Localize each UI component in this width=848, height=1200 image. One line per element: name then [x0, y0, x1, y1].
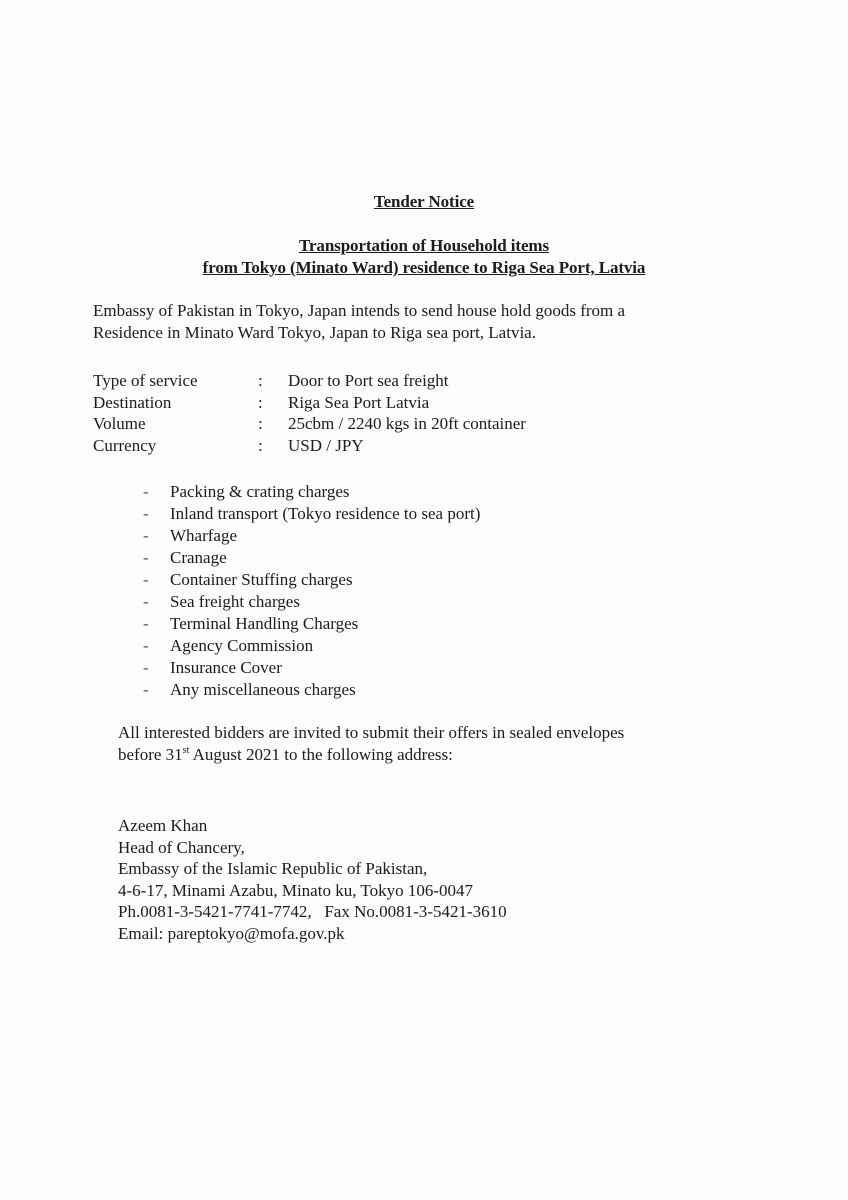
- detail-label: Volume: [93, 414, 146, 433]
- charge-item: Terminal Handling Charges: [170, 614, 359, 633]
- detail-label: Destination: [93, 392, 172, 412]
- bid-line-2-post: August 2021 to the following address:: [189, 744, 453, 764]
- dash-bullet-icon: -: [143, 548, 149, 567]
- intro-paragraph: [93, 300, 773, 343]
- contact-street-address: 4-6-17, Minami Azabu, Minato ku, Tokyo 106-0047: [118, 880, 473, 900]
- bid-instructions: [118, 722, 798, 765]
- list-item: [143, 591, 480, 613]
- detail-value: Riga Sea Port Latvia: [288, 392, 430, 412]
- dash-bullet-icon: -: [143, 526, 149, 545]
- detail-row: [93, 435, 526, 457]
- detail-value: 25cbm / 2240 kgs in 20ft container: [288, 414, 526, 433]
- document-title: Tender Notice: [373, 192, 475, 211]
- list-item: [143, 679, 480, 701]
- charge-item: Any miscellaneous charges: [170, 680, 356, 699]
- contact-email: Email: pareptokyo@mofa.gov.pk: [118, 923, 345, 943]
- subtitle-line-2: from Tokyo (Minato Ward) residence to Riga Sea Port, Latvia: [202, 258, 646, 277]
- list-item: [143, 481, 480, 503]
- contact-name: Azeem Khan: [118, 816, 208, 835]
- contact-position: Head of Chancery,: [118, 837, 245, 857]
- dash-bullet-icon: -: [143, 614, 149, 633]
- intro-line-2: Residence in Minato Ward Tokyo, Japan to Riga sea port, Latvia.: [93, 322, 536, 342]
- detail-separator: :: [258, 371, 263, 390]
- charge-item: Insurance Cover: [170, 658, 282, 677]
- dash-bullet-icon: -: [143, 680, 149, 699]
- dash-bullet-icon: -: [143, 482, 149, 501]
- dash-bullet-icon: -: [143, 658, 149, 677]
- list-item: [143, 525, 480, 547]
- list-item: [143, 613, 480, 635]
- bid-line-2-pre: before 31: [118, 744, 183, 764]
- charge-item: Packing & crating charges: [170, 482, 350, 501]
- detail-row: [93, 413, 526, 435]
- charges-list: [143, 481, 480, 701]
- document-subtitle: [0, 235, 848, 279]
- dash-bullet-icon: -: [143, 636, 149, 655]
- dash-bullet-icon: -: [143, 570, 149, 589]
- detail-separator: :: [258, 392, 263, 412]
- list-item: [143, 503, 480, 525]
- contact-organization: Embassy of the Islamic Republic of Pakistan,: [118, 859, 428, 878]
- detail-label: Type of service: [93, 371, 198, 390]
- detail-separator: :: [258, 435, 263, 455]
- service-details: [93, 370, 526, 456]
- contact-address: [118, 815, 507, 944]
- contact-phone-fax: Ph.0081-3-5421-7741-7742, Fax No.0081-3-5421-3610: [118, 902, 507, 921]
- detail-row: [93, 392, 526, 414]
- list-item: [143, 657, 480, 679]
- date-ordinal-suffix: st: [182, 744, 190, 756]
- charge-item: Wharfage: [170, 526, 238, 545]
- dash-bullet-icon: -: [143, 592, 149, 611]
- charge-item: Sea freight charges: [170, 592, 300, 611]
- detail-label: Currency: [93, 435, 157, 455]
- list-item: [143, 635, 480, 657]
- subtitle-line-1: Transportation of Household items: [299, 236, 549, 255]
- detail-value: USD / JPY: [288, 435, 364, 455]
- charge-item: Cranage: [170, 548, 227, 567]
- bid-line-2: [118, 744, 798, 766]
- list-item: [143, 569, 480, 591]
- intro-line-1: Embassy of Pakistan in Tokyo, Japan intends to send house hold goods from a: [93, 301, 626, 320]
- detail-separator: :: [258, 414, 263, 433]
- detail-row: [93, 370, 526, 392]
- list-item: [143, 547, 480, 569]
- dash-bullet-icon: -: [143, 504, 149, 523]
- charge-item: Inland transport (Tokyo residence to sea port): [170, 504, 481, 523]
- charge-item: Agency Commission: [170, 636, 314, 655]
- detail-value: Door to Port sea freight: [288, 371, 449, 390]
- charge-item: Container Stuffing charges: [170, 570, 353, 589]
- bid-line-1: All interested bidders are invited to submit their offers in sealed envelopes: [118, 723, 625, 742]
